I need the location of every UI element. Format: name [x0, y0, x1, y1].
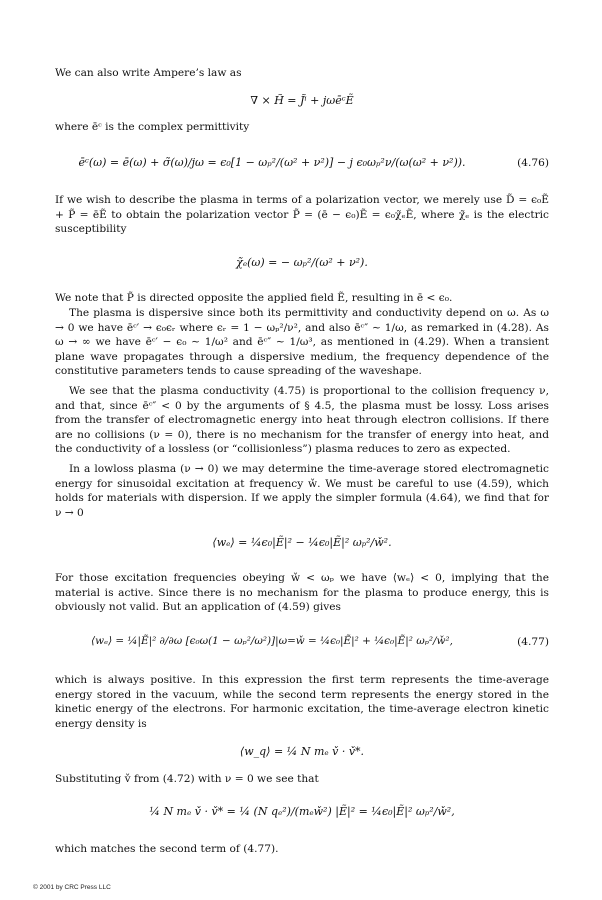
paragraph-conductivity: We see that the plasma conductivity (4.75) is proportional to the collision frequency ν, and that, since ēᶜ″ < 0 by the arguments of § 4.5, the plasma must be lossy. Loss arises from the transfer of electromagnetic energy into heat through electron collisions. If there are no collisions (ν = 0), there is no mechanism for the transfer of energy into heat, and the conductivity of a lossless (or “collisionless”) plasma reduces to zero as expected.	[55, 385, 549, 456]
equation-4-76-text: ēᶜ(ω) = ē(ω) + σ̃(ω)/jω = ϵ₀[1 − ωₚ²/(ω² + ν²)] − j ϵ₀ωₚ²ν/(ω(ω² + ν²)).	[78, 156, 466, 169]
equation-4-77-number: (4.77)	[517, 636, 549, 648]
paragraph-polarization: If we wish to describe the plasma in terms of a polarization vector, we merely use D̃ = ϵ₀Ẽ + P̃ = ēẼ to obtain the polarization vector P̃ = (ē − ϵ₀)Ẽ = ϵ₀χ̃ₑẼ, where χ̃ₑ is the electric susceptibility	[55, 194, 549, 236]
paragraph-permittivity-intro: where ēᶜ is the complex permittivity	[55, 121, 250, 133]
equation-ampere-text: ∇ × H̃ = J̃ⁱ + jωēᶜẼ	[250, 94, 354, 107]
paragraph-substitution: Substituting v̌ from (4.72) with ν = 0 we see that	[55, 773, 319, 785]
equation-4-77-text: ⟨wₑ⟩ = ¼|Ẽ|² ∂/∂ω [ϵ₀ω(1 − ωₚ²/ω²)]|ω=w̌ = ¼ϵ₀|Ẽ|² + ¼ϵ₀|Ẽ|² ωₚ²/w̌²,	[91, 635, 453, 647]
equation-ampere	[55, 94, 549, 110]
copyright-footer: © 2001 by CRC Press LLC	[33, 884, 111, 891]
equation-kinetic-energy	[55, 735, 549, 769]
paragraph-dispersive: The plasma is dispersive since both its permittivity and conductivity depend on ω. As ω → 0 we have ēᶜ′ → ϵ₀ϵᵣ where ϵᵣ = 1 − ωₚ²/ν², and also ēᶜ″ ∼ 1/ω, as remarked in (4.28). As ω → ∞ we have ēᶜ′ − ϵ₀ ∼ 1/ω² and ēᶜ″ ∼ 1/ω³, as mentioned in (4.29). When a transient plane wave propagates through a dispersive medium, the frequency dependence of the constitutive parameters tends to cause spreading of the waveshape.	[55, 307, 549, 378]
paragraph-polarization-direction: We note that P̃ is directed opposite the applied field Ẽ, resulting in ē < ϵ₀.	[55, 292, 453, 304]
equation-energy-simple	[55, 524, 549, 564]
paragraph-positive-energy: which is always positive. In this expression the first term represents the time-average energy stored in the vacuum, while the second term represents the energy stored in the kinetic energy of the electrons. For harmonic excitation, the time-average electron kinetic energy density is	[55, 674, 549, 730]
paragraph-ampere-intro: We can also write Ampere’s law as	[55, 67, 242, 79]
paragraph-active-material: For those excitation frequencies obeying w̌ < ωₚ we have ⟨wₑ⟩ < 0, implying that the material is active. Since there is no mechanism for the plasma to produce energy, this is obviously not valid. But an application of (4.59) gives	[55, 572, 549, 614]
equation-kinetic-substituted	[55, 790, 549, 838]
equation-4-76	[55, 148, 549, 182]
paragraph-conclusion: which matches the second term of (4.77).	[55, 843, 279, 855]
equation-4-77	[55, 616, 549, 668]
equation-4-76-number: (4.76)	[517, 157, 549, 169]
equation-kinetic-substituted-text: ¼ N mₑ v̌ · v̌* = ¼ (N qₑ²)/(mₑw̌²) |Ẽ|² = ¼ϵ₀|Ẽ|² ωₚ²/w̌²,	[149, 805, 455, 818]
paragraph-lowloss: In a lowloss plasma (ν → 0) we may determine the time-average stored electromagnetic energy for sinusoidal excitation at frequency w̌. We must be careful to use (4.59), which holds for materials with dispersion. If we apply the simpler formula (4.64), we find that for ν → 0	[55, 463, 549, 519]
equation-energy-simple-text: ⟨wₑ⟩ = ¼ϵ₀|Ẽ|² − ¼ϵ₀|Ẽ|² ωₚ²/w̌².	[212, 536, 392, 549]
equation-kinetic-energy-text: ⟨w_q⟩ = ¼ N mₑ v̌ · v̌*.	[239, 745, 365, 758]
equation-susceptibility-text: χ̃ₑ(ω) = − ωₚ²/(ω² + ν²).	[236, 256, 368, 269]
equation-susceptibility	[55, 249, 549, 279]
